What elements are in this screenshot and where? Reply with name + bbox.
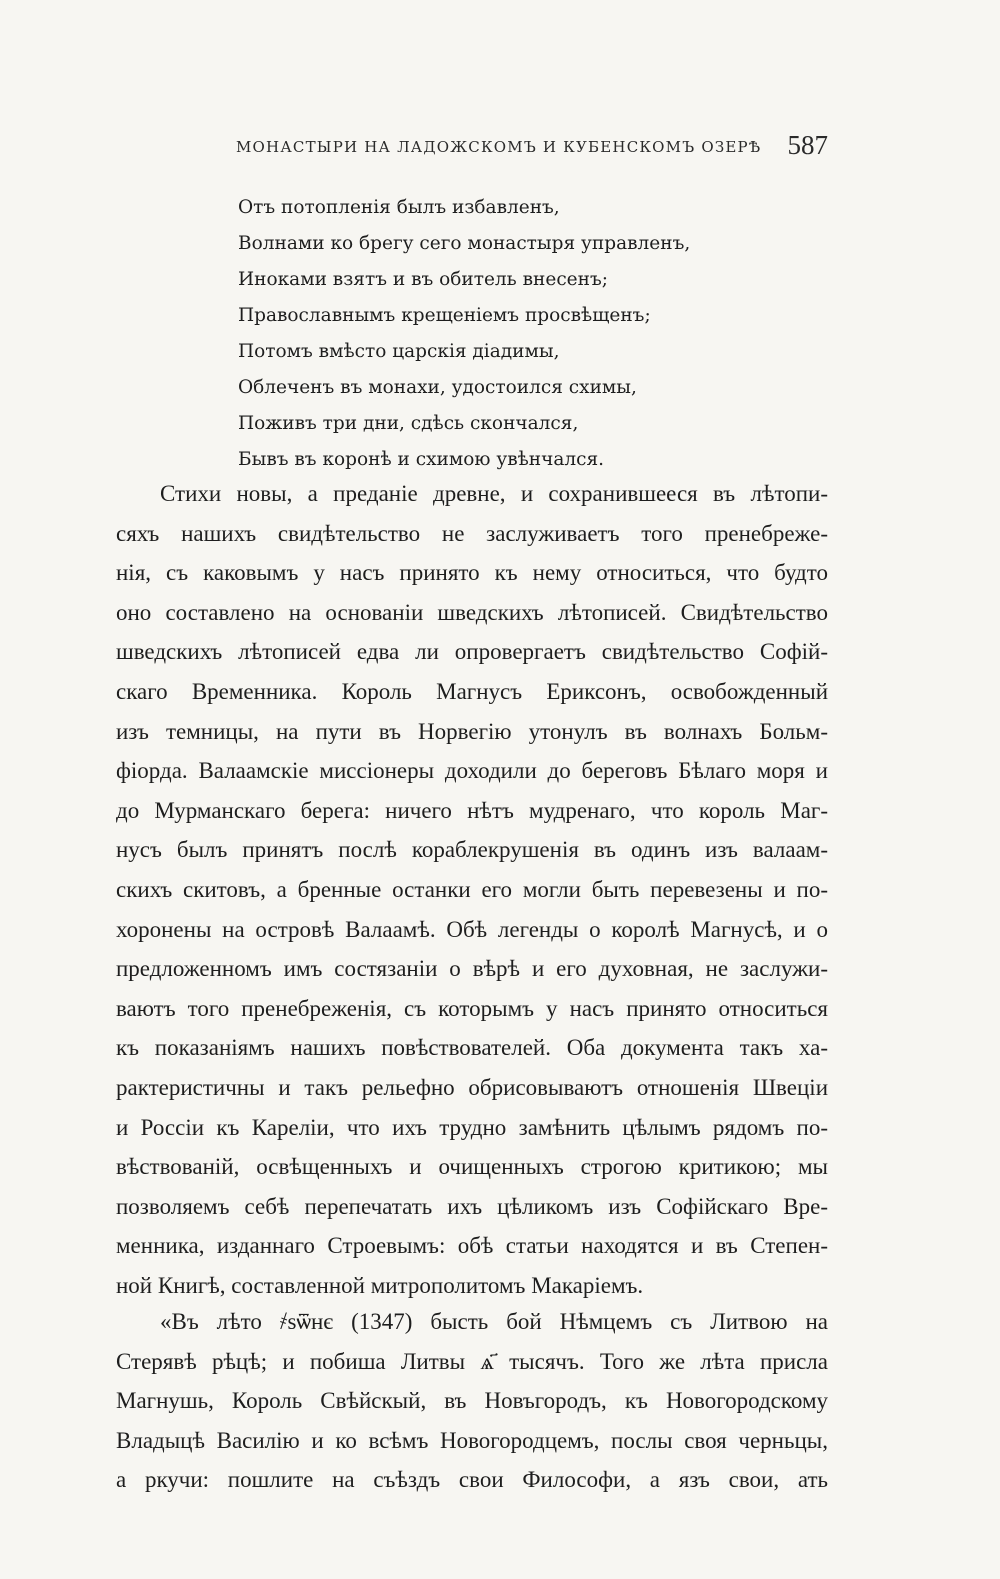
page-header	[236, 130, 828, 166]
text-line: Магнушь, Король Свѣйскый, въ Новъгородъ, къ Новогородскому	[116, 1388, 828, 1414]
verse-block	[238, 190, 798, 478]
text-line: оно составлено на основаніи шведскихъ лѣтописей. Свидѣтельство	[116, 599, 828, 625]
text-line: нусъ былъ принятъ послѣ кораблекрушенія въ одинъ изъ валаам-	[116, 837, 828, 863]
paragraph-chronicle-quote	[116, 1302, 828, 1500]
text-line: «Въ лѣто ҂ѕѿнє (1347) бысть бой Нѣмцемъ съ Литвою на	[160, 1309, 828, 1334]
text-line: менника, изданнаго Строевымъ: обѣ статьи находятся и въ Степен-	[116, 1233, 828, 1259]
verse-line: Бывъ въ коронѣ и схимою увѣнчался.	[238, 449, 605, 470]
text-line: позволяемъ себѣ перепечатать ихъ цѣликомъ изъ Софійскаго Вре-	[116, 1193, 828, 1219]
running-title: МОНАСТЫРИ НА ЛАДОЖСКОМЪ И КУБЕНСКОМЪ ОЗЕРѢ	[236, 138, 762, 156]
text-line: а ркучи: пошлите на съѣздъ свои Философи, а язъ свои, ать	[116, 1467, 828, 1493]
verse-line: Волнами ко брегу сего монастыря управленъ,	[238, 233, 691, 254]
text-line: къ показаніямъ нашихъ повѣствователей. Оба документа такъ ха-	[116, 1035, 828, 1061]
text-line: предложенномъ имъ состязаніи о вѣрѣ и его духовная, не заслужи-	[116, 956, 828, 982]
text-line: ной Книгѣ, составленной митрополитомъ Макаріемъ.	[116, 1272, 644, 1298]
text-line: Стихи новы, а преданіе древне, и сохранившееся въ лѣтопи-	[160, 481, 828, 506]
text-line: Стерявѣ рѣцѣ; и побиша Литвы ѧ҃ тысячъ. Того же лѣта присла	[116, 1348, 828, 1374]
text-line: Владыцѣ Василію и ко всѣмъ Новогородцемъ, послы своя черньцы,	[116, 1427, 828, 1453]
verse-line: Иноками взятъ и въ обитель внесенъ;	[238, 269, 608, 290]
text-line: вѣствованій, освѣщенныхъ и очищенныхъ строгою критикою; мы	[116, 1154, 828, 1180]
text-line: ваютъ того пренебреженія, съ которымъ у насъ принято относиться	[116, 995, 828, 1021]
text-line: сяхъ нашихъ свидѣтельство не заслуживаетъ того пренебреже-	[116, 520, 828, 546]
text-line: рактеристичны и такъ рельефно обрисовываютъ отношенія Швеціи	[116, 1074, 828, 1100]
text-line: скихъ скитовъ, а бренные останки его могли быть перевезены и по-	[116, 876, 828, 902]
paragraph-commentary	[116, 474, 828, 1305]
verse-line: Потомъ вмѣсто царскія діадимы,	[238, 341, 560, 362]
text-line: хоронены на островѣ Валаамѣ. Обѣ легенды о королѣ Магнусѣ, и о	[116, 916, 828, 942]
page-number: 587	[787, 130, 828, 160]
text-line: фіорда. Валаамскіе миссіонеры доходили до береговъ Бѣлаго моря и	[116, 758, 828, 784]
verse-line: Отъ потопленія былъ избавленъ,	[238, 197, 560, 218]
text-line: изъ темницы, на пути въ Норвегію утонулъ въ волнахъ Больм-	[116, 718, 828, 744]
verse-line: Облеченъ въ монахи, удостоился схимы,	[238, 377, 637, 398]
text-line: шведскихъ лѣтописей едва ли опровергаетъ свидѣтельство Софій-	[116, 639, 828, 665]
verse-line: Православнымъ крещеніемъ просвѣщенъ;	[238, 305, 651, 326]
verse-line: Поживъ три дни, сдѣсь скончался,	[238, 413, 579, 434]
text-line: нія, съ каковымъ у насъ принято къ нему относиться, что будто	[116, 560, 828, 586]
text-line: и Россіи къ Кареліи, что ихъ трудно замѣнить цѣлымъ рядомъ по-	[116, 1114, 828, 1140]
text-line: скаго Временника. Король Магнусъ Ериксонъ, освобожденный	[116, 678, 828, 704]
text-line: до Мурманскаго берега: ничего нѣтъ мудренаго, что король Маг-	[116, 797, 828, 823]
